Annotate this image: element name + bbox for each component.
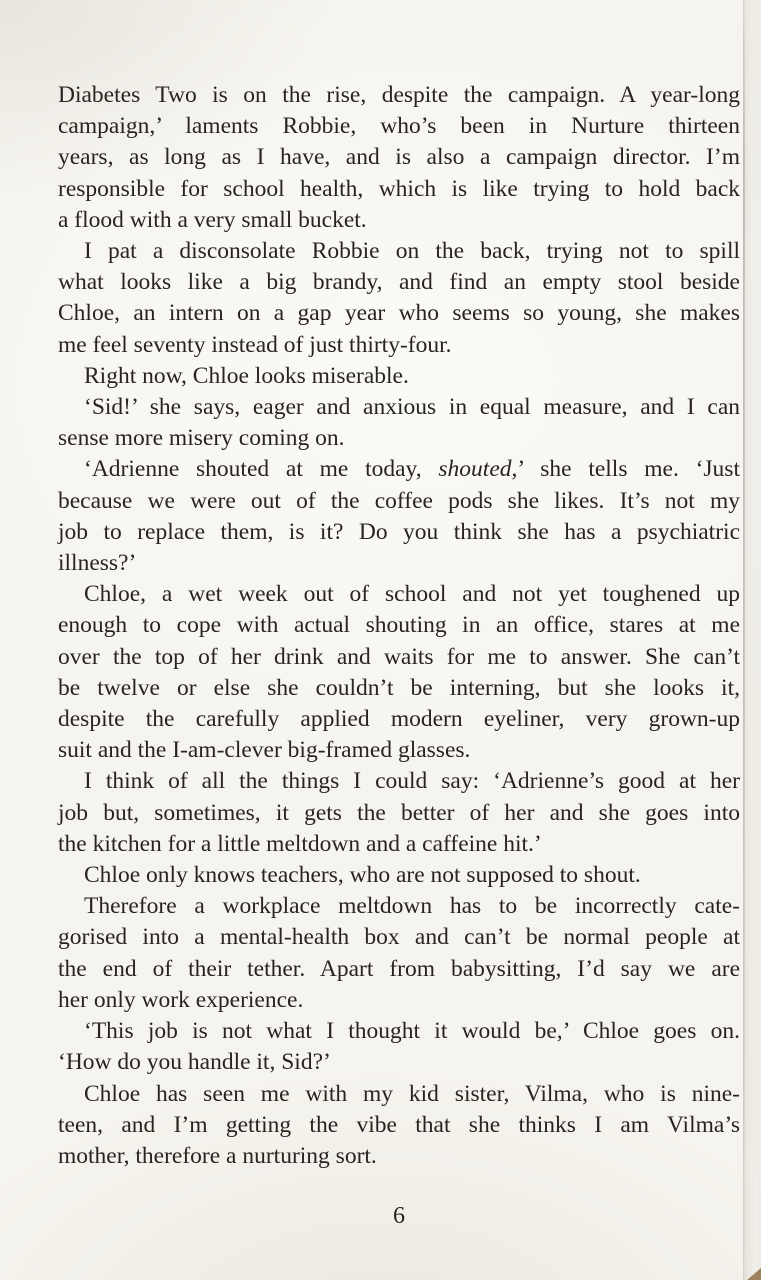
text-segment: Therefore a workplace meltdown has to be incorrectly cate- — [84, 893, 740, 920]
text-line — [58, 1016, 740, 1047]
text-segment: illness?’ — [58, 550, 137, 577]
text-line — [58, 673, 740, 704]
text-segment: Right now, Chloe looks miserable. — [84, 362, 409, 389]
text-segment: ‘How do you handle it, Sid?’ — [58, 1049, 331, 1076]
text-segment: Chloe, a wet week out of school and not yet toughened up — [84, 581, 740, 608]
text-segment: Chloe, an intern on a gap year who seems so young, she makes — [58, 300, 740, 327]
paragraph — [58, 361, 740, 392]
text-segment: what looks like a big brandy, and find an empty stool beside — [58, 269, 740, 296]
text-segment: a flood with a very small bucket. — [58, 206, 367, 233]
text-line — [58, 205, 740, 236]
paragraph — [58, 454, 740, 579]
text-segment: ‘Adrienne shouted at me today, — [84, 456, 439, 483]
text-segment: ‘This job is not what I thought it would be,’ Chloe goes on. — [84, 1018, 740, 1045]
text-line — [58, 267, 740, 298]
text-line — [58, 517, 740, 548]
paragraph — [58, 766, 740, 860]
text-line — [58, 298, 740, 329]
italic-text: shouted — [438, 456, 512, 483]
text-line — [58, 922, 740, 953]
text-segment: teen, and I’m getting the vibe that she thinks I am Vilma’s — [58, 1111, 740, 1138]
text-segment: sense more misery coming on. — [58, 425, 345, 452]
text-line — [58, 1141, 740, 1172]
page-number: 6 — [393, 1203, 405, 1229]
text-segment: be twelve or else she couldn’t be interning, but she looks it, — [58, 674, 740, 701]
text-line — [58, 766, 740, 797]
text-line — [58, 548, 740, 579]
paragraph — [58, 80, 740, 236]
text-segment: enough to cope with actual shouting in an office, stares at me — [58, 612, 740, 639]
paragraph — [58, 1016, 740, 1078]
text-line — [58, 392, 740, 423]
text-segment: because we were out of the coffee pods she likes. It’s not my — [58, 487, 740, 514]
paragraph — [58, 891, 740, 1016]
text-line — [58, 1110, 740, 1141]
text-line — [58, 174, 740, 205]
text-segment: gorised into a mental-health box and can’t be normal people at — [58, 924, 740, 951]
text-segment: ,’ she tells me. ‘Just — [511, 456, 740, 483]
text-line — [58, 1047, 740, 1078]
text-segment: Diabetes Two is on the rise, despite the campaign. A year-long — [58, 82, 740, 108]
text-line — [58, 80, 740, 111]
text-segment: job but, sometimes, it gets the better of her and she goes into — [58, 799, 740, 826]
paragraph — [58, 1079, 740, 1173]
text-line — [58, 423, 740, 454]
page-edge-crease — [743, 0, 745, 1280]
text-line — [58, 454, 740, 485]
paragraph — [58, 860, 740, 891]
text-segment: ‘Sid!’ she says, eager and anxious in equal measure, and I can — [84, 394, 740, 421]
page-edge — [743, 0, 761, 1280]
text-line — [58, 954, 740, 985]
text-segment: I think of all the things I could say: ‘Adrienne’s good at her — [84, 768, 740, 795]
text-segment: over the top of her drink and waits for me to answer. She can’t — [58, 643, 740, 670]
text-line — [58, 361, 740, 392]
text-line — [58, 735, 740, 766]
text-segment: the kitchen for a little meltdown and a caffeine hit.’ — [58, 830, 542, 857]
text-segment: Chloe only knows teachers, who are not supposed to shout. — [84, 862, 641, 889]
text-segment: Chloe has seen me with my kid sister, Vilma, who is nine- — [84, 1080, 740, 1107]
text-segment: campaign,’ laments Robbie, who’s been in Nurture thirteen — [58, 113, 740, 140]
text-line — [58, 111, 740, 142]
text-line — [58, 610, 740, 641]
paragraph — [58, 236, 740, 361]
text-line — [58, 236, 740, 267]
paragraph — [58, 392, 740, 454]
text-line — [58, 829, 740, 860]
text-segment: despite the carefully applied modern eyeliner, very grown-up — [58, 706, 740, 733]
text-line — [58, 1079, 740, 1110]
text-line — [58, 642, 740, 673]
text-line — [58, 579, 740, 610]
text-line — [58, 142, 740, 173]
text-segment: job to replace them, is it? Do you think she has a psychiatric — [58, 518, 740, 545]
text-segment: the end of their tether. Apart from babysitting, I’d say we are — [58, 955, 740, 982]
page-text — [58, 80, 740, 1172]
paragraph — [58, 579, 740, 766]
text-segment: mother, therefore a nurturing sort. — [58, 1142, 377, 1169]
text-segment: her only work experience. — [58, 986, 304, 1013]
text-line — [58, 704, 740, 735]
text-segment: me feel seventy instead of just thirty-four. — [58, 331, 452, 358]
text-line — [58, 985, 740, 1016]
text-segment: years, as long as I have, and is also a campaign director. I’m — [58, 144, 740, 171]
table-corner-spot — [747, 1268, 761, 1280]
text-line — [58, 330, 740, 361]
text-line — [58, 891, 740, 922]
text-line — [58, 486, 740, 517]
text-segment: responsible for school health, which is like trying to hold back — [58, 175, 740, 202]
text-segment: I pat a disconsolate Robbie on the back, trying not to spill — [84, 238, 740, 265]
text-line — [58, 798, 740, 829]
text-segment: suit and the I-am-clever big-framed glasses. — [58, 737, 471, 764]
text-line — [58, 860, 740, 891]
